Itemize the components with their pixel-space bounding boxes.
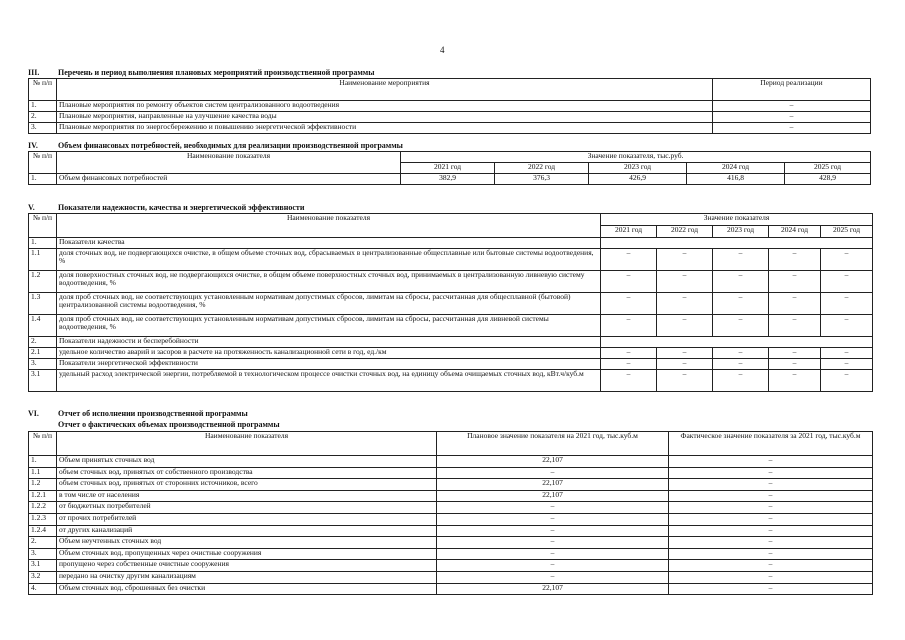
- table-row: [29, 548, 873, 560]
- row-value: 426,9: [589, 174, 687, 185]
- header-no: № п/п: [29, 214, 57, 238]
- header-name: Наименование мероприятия: [57, 79, 713, 101]
- row-name: Объем сточных вод, сброшенных без очистки: [57, 583, 437, 595]
- section3-table: [28, 78, 871, 134]
- row-name: удельный расход электрической энергии, потребляемой в технологическом процессе очистки сточных вод, на единицу объема очищаемых сточных вод, кВт.ч/куб.м: [57, 370, 601, 392]
- row-no: 2.: [29, 337, 57, 348]
- row-fact: –: [669, 513, 873, 525]
- row-value: –: [769, 249, 821, 271]
- row-value: –: [601, 315, 657, 337]
- row-no: 1.1: [29, 467, 57, 479]
- row-period: –: [713, 112, 871, 123]
- row-plan: –: [437, 548, 669, 560]
- row-no: 2.: [29, 537, 57, 549]
- section4-title: Объем финансовых потребностей, необходимых для реализации производственной программы: [58, 141, 403, 150]
- row-name: доля проб сточных вод, не соответствующих установленным нормативам допустимых сбросов, лимитам на сбросы, рассчитанная для общесплавной (бытовой) централизованной системы водоотведения, %: [57, 293, 601, 315]
- row-no: 4.: [29, 583, 57, 595]
- table-row: [29, 337, 873, 348]
- year-header: 2022 год: [495, 163, 589, 174]
- table-row: [29, 513, 873, 525]
- row-fact: –: [669, 456, 873, 468]
- row-name: удельное количество аварий и засоров в расчете на протяженность канализационной сети в год, ед./км: [57, 348, 601, 359]
- row-name: от других канализаций: [57, 525, 437, 537]
- table-row: [29, 537, 873, 549]
- table-row: [29, 112, 871, 123]
- section5-table: [28, 213, 873, 392]
- row-plan: 22,107: [437, 456, 669, 468]
- row-value: –: [601, 249, 657, 271]
- row-value: –: [601, 293, 657, 315]
- section6-title: Отчет об исполнении производственной программы: [58, 409, 248, 418]
- section4-number: IV.: [28, 141, 38, 150]
- row-name: доля проб сточных вод, не соответствующих установленным нормативам допустимых сбросов, лимитам на сбросы, рассчитанная для ливневой системы водоотведения, %: [57, 315, 601, 337]
- row-no: 3.: [29, 359, 57, 370]
- row-name: от бюджетных потребителей: [57, 502, 437, 514]
- row-plan: 22,107: [437, 583, 669, 595]
- row-no: 1.4: [29, 315, 57, 337]
- row-period: –: [713, 123, 871, 134]
- header-value: Значение показателя: [601, 214, 873, 226]
- row-fact: –: [669, 502, 873, 514]
- row-name: в том числе от населения: [57, 490, 437, 502]
- row-name: доля поверхностных сточных вод, не подвергающихся очистке, в общем объеме поверхностных сточных вод, принимаемых в централизованную ливневую систему водоотведения, %: [57, 271, 601, 293]
- year-header: 2023 год: [713, 226, 769, 238]
- row-value: –: [657, 249, 713, 271]
- row-no: 1.: [29, 174, 57, 185]
- year-header: 2023 год: [589, 163, 687, 174]
- row-no: 3.2: [29, 571, 57, 583]
- row-no: 1.2: [29, 479, 57, 491]
- row-name: Объем принятых сточных вод: [57, 456, 437, 468]
- table-row: [29, 271, 873, 293]
- row-name: пропущено через собственные очистные сооружения: [57, 560, 437, 572]
- row-value: –: [821, 315, 873, 337]
- header-name: Наименование показателя: [57, 432, 437, 456]
- row-no: 1.2.4: [29, 525, 57, 537]
- row-fact: –: [669, 490, 873, 502]
- row-value: –: [657, 348, 713, 359]
- row-empty: [601, 238, 873, 249]
- table-row: [29, 238, 873, 249]
- row-value: –: [601, 370, 657, 392]
- row-value: –: [713, 271, 769, 293]
- table-row: [29, 101, 871, 112]
- row-name: передано на очистку другим канализациям: [57, 571, 437, 583]
- table-row: [29, 456, 873, 468]
- header-no: № п/п: [29, 432, 57, 456]
- table-row: [29, 123, 871, 134]
- year-header: 2022 год: [657, 226, 713, 238]
- table-row: [29, 571, 873, 583]
- row-value: –: [769, 271, 821, 293]
- row-fact: –: [669, 525, 873, 537]
- row-value: –: [821, 249, 873, 271]
- row-value: 416,8: [687, 174, 785, 185]
- table-row: [29, 502, 873, 514]
- row-value: –: [713, 348, 769, 359]
- row-name: Плановые мероприятия, направленные на улучшение качества воды: [57, 112, 713, 123]
- section3-title: Перечень и период выполнения плановых мероприятий производственной программы: [58, 68, 375, 77]
- row-no: 1.2.2: [29, 502, 57, 514]
- row-value: –: [713, 370, 769, 392]
- section3-heading: [28, 68, 374, 77]
- table-row: [29, 583, 873, 595]
- table-row: [29, 174, 871, 185]
- table-row: [29, 479, 873, 491]
- row-plan: –: [437, 502, 669, 514]
- row-value: –: [713, 359, 769, 370]
- header-no: № п/п: [29, 152, 57, 174]
- row-value: –: [769, 348, 821, 359]
- section6-number: VI.: [28, 409, 39, 418]
- row-value: 382,9: [401, 174, 495, 185]
- row-plan: –: [437, 571, 669, 583]
- row-name: Объем финансовых потребностей: [57, 174, 401, 185]
- row-name: Плановые мероприятия по ремонту объектов систем централизованного водоотведения: [57, 101, 713, 112]
- row-name: доля сточных вод, не подвергающихся очистке, в общем объеме сточных вод, сбрасываемых в централизованные общесплавные или бытовые системы водоотведения, %: [57, 249, 601, 271]
- header-name: Наименование показателя: [57, 214, 601, 238]
- year-header: 2025 год: [785, 163, 871, 174]
- row-value: –: [769, 370, 821, 392]
- row-plan: –: [437, 537, 669, 549]
- row-value: –: [601, 359, 657, 370]
- header-no: № п/п: [29, 79, 57, 101]
- table-row: [29, 293, 873, 315]
- row-value: –: [821, 359, 873, 370]
- header-plan: Плановое значение показателя на 2021 год, тыс.куб.м: [437, 432, 669, 456]
- row-value: –: [821, 293, 873, 315]
- row-plan: –: [437, 560, 669, 572]
- row-value: 428,9: [785, 174, 871, 185]
- row-value: 376,3: [495, 174, 589, 185]
- row-value: –: [657, 315, 713, 337]
- row-name: Объем неучтенных сточных вод: [57, 537, 437, 549]
- row-plan: 22,107: [437, 490, 669, 502]
- row-name: объем сточных вод, принятых от собственного производства: [57, 467, 437, 479]
- row-name: Объем сточных вод, пропущенных через очистные сооружения: [57, 548, 437, 560]
- table-row: [29, 249, 873, 271]
- row-value: –: [657, 359, 713, 370]
- row-no: 3.1: [29, 560, 57, 572]
- section3-number: III.: [28, 68, 40, 77]
- row-no: 1.: [29, 238, 57, 249]
- section6-heading: [28, 409, 248, 418]
- table-row: [29, 370, 873, 392]
- table-header-row: [29, 152, 871, 163]
- section6-body: [29, 456, 873, 595]
- year-header: 2021 год: [601, 226, 657, 238]
- table-row: [29, 490, 873, 502]
- row-name: Показатели качества: [57, 238, 601, 249]
- table-header-row: [29, 79, 871, 101]
- row-no: 3.: [29, 123, 57, 134]
- row-name: объем сточных вод, принятых от сторонних источников, всего: [57, 479, 437, 491]
- table-row: [29, 348, 873, 359]
- row-name: Плановые мероприятия по энергосбережению и повышению энергетической эффективности: [57, 123, 713, 134]
- header-name: Наименование показателя: [57, 152, 401, 174]
- row-no: 1.3: [29, 293, 57, 315]
- year-header: 2024 год: [687, 163, 785, 174]
- row-no: 1.: [29, 101, 57, 112]
- row-no: 3.: [29, 548, 57, 560]
- header-value: Значение показателя, тыс.руб.: [401, 152, 871, 163]
- row-empty: [601, 337, 873, 348]
- row-value: –: [821, 370, 873, 392]
- section4-table: [28, 151, 871, 185]
- table-row: [29, 315, 873, 337]
- row-fact: –: [669, 548, 873, 560]
- year-header: 2024 год: [769, 226, 821, 238]
- year-header: 2021 год: [401, 163, 495, 174]
- row-name: от прочих потребителей: [57, 513, 437, 525]
- row-value: –: [657, 293, 713, 315]
- row-value: –: [601, 348, 657, 359]
- table-row: [29, 560, 873, 572]
- row-no: 3.1: [29, 370, 57, 392]
- row-no: 2.: [29, 112, 57, 123]
- row-plan: –: [437, 467, 669, 479]
- row-name: Показатели энергетической эффективности: [57, 359, 601, 370]
- row-value: –: [657, 271, 713, 293]
- row-fact: –: [669, 479, 873, 491]
- row-no: 1.2.3: [29, 513, 57, 525]
- row-value: –: [713, 249, 769, 271]
- table-row: [29, 359, 873, 370]
- row-value: –: [713, 315, 769, 337]
- section6-subtitle: Отчет о фактических объемах производственной программы: [58, 420, 280, 429]
- row-no: 1.2: [29, 271, 57, 293]
- row-name: Показатели надежности и бесперебойности: [57, 337, 601, 348]
- header-period: Период реализации: [713, 79, 871, 101]
- row-value: –: [769, 315, 821, 337]
- table-header-row: [29, 432, 873, 456]
- row-period: –: [713, 101, 871, 112]
- page-number: 4: [440, 45, 445, 55]
- row-fact: –: [669, 571, 873, 583]
- row-value: –: [769, 293, 821, 315]
- row-value: –: [713, 293, 769, 315]
- table-header-row: [29, 214, 873, 226]
- row-value: –: [601, 271, 657, 293]
- year-header: 2025 год: [821, 226, 873, 238]
- table-row: [29, 467, 873, 479]
- row-value: –: [821, 271, 873, 293]
- header-fact: Фактическое значение показателя за 2021 год, тыс.куб.м: [669, 432, 873, 456]
- row-no: 2.1: [29, 348, 57, 359]
- table-row: [29, 525, 873, 537]
- row-plan: 22,107: [437, 479, 669, 491]
- section6-table: [28, 431, 873, 595]
- section5-title: Показатели надежности, качества и энергетической эффективности: [58, 203, 305, 212]
- row-no: 1.2.1: [29, 490, 57, 502]
- row-no: 1.: [29, 456, 57, 468]
- row-fact: –: [669, 583, 873, 595]
- row-plan: –: [437, 513, 669, 525]
- row-plan: –: [437, 525, 669, 537]
- section4-heading: [28, 141, 403, 150]
- section5-heading: [28, 203, 304, 212]
- row-fact: –: [669, 537, 873, 549]
- section5-number: V.: [28, 203, 35, 212]
- row-value: –: [769, 359, 821, 370]
- row-fact: –: [669, 560, 873, 572]
- row-value: –: [821, 348, 873, 359]
- row-value: –: [657, 370, 713, 392]
- row-no: 1.1: [29, 249, 57, 271]
- row-fact: –: [669, 467, 873, 479]
